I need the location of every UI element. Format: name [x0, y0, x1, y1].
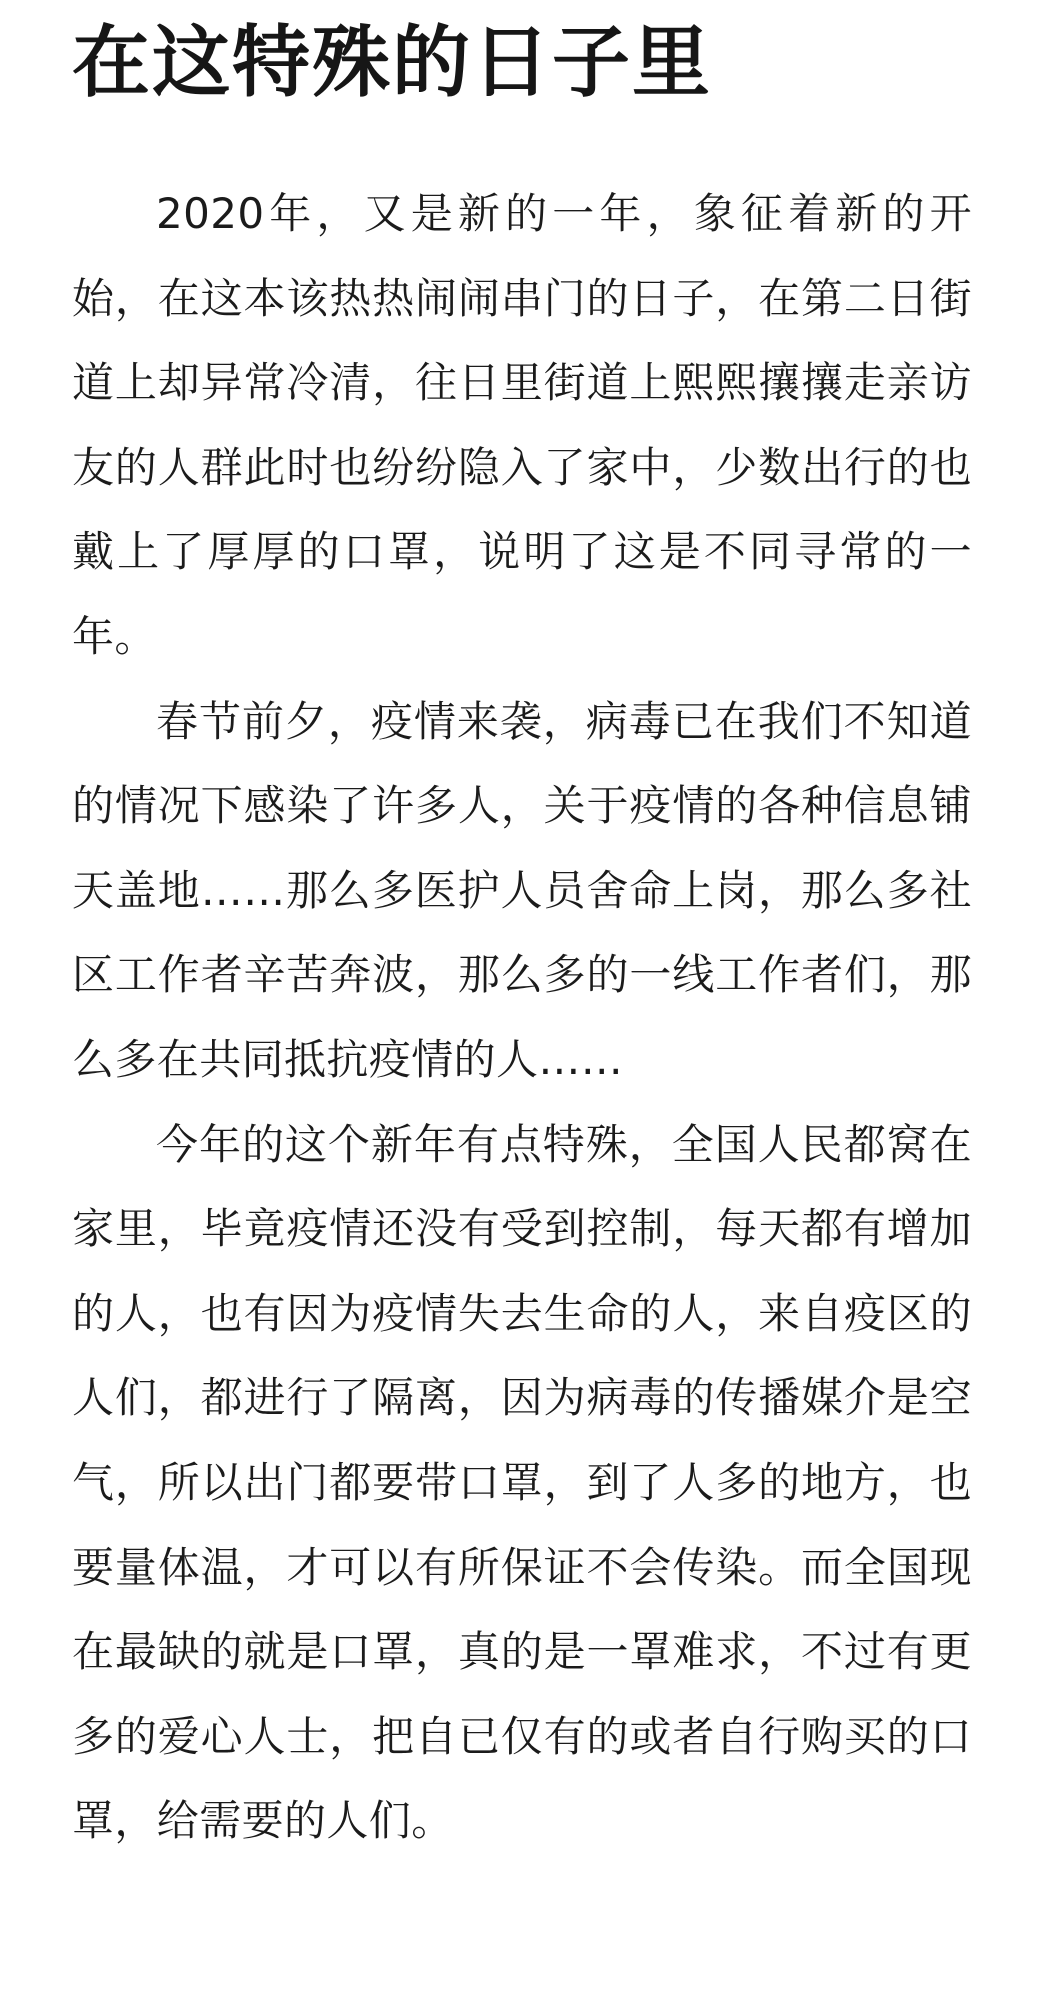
paragraph: 2020年，又是新的一年，象征着新的开始，在这本该热热闹闹串门的日子，在第二日街道上却异常冷清，往日里街道上熙熙攘攘走亲访友的人群此时也纷纷隐入了家中，少数出行的也戴上了厚厚的口罩，说明了这是不同寻常的一年。 — [72, 189, 972, 661]
paragraph: 春节前夕，疫情来袭，病毒已在我们不知道的情况下感染了许多人，关于疫情的各种信息铺天盖地……那么多医护人员舍命上岗，那么多社区工作者辛苦奔波，那么多的一线工作者们，那么多在共同抵抗疫情的人…… — [72, 696, 972, 1084]
paragraph: 今年的这个新年有点特殊，全国人民都窝在家里，毕竟疫情还没有受到控制，每天都有增加的人，也有因为疫情失去生命的人，来自疫区的人们，都进行了隔离，因为病毒的传播媒介是空气，所以出门都要带口罩，到了人多的地方，也要量体温，才可以有所保证不会传染。而全国现在最缺的就是口罩，真的是一罩难求，不过有更多的爱心人士，把自已仅有的或者自行购买的口罩，给需要的人们。 — [72, 1119, 972, 1846]
article-title: 在这特殊的日子里 — [72, 18, 713, 108]
article — [72, 0, 972, 1864]
article-body — [72, 172, 972, 1864]
